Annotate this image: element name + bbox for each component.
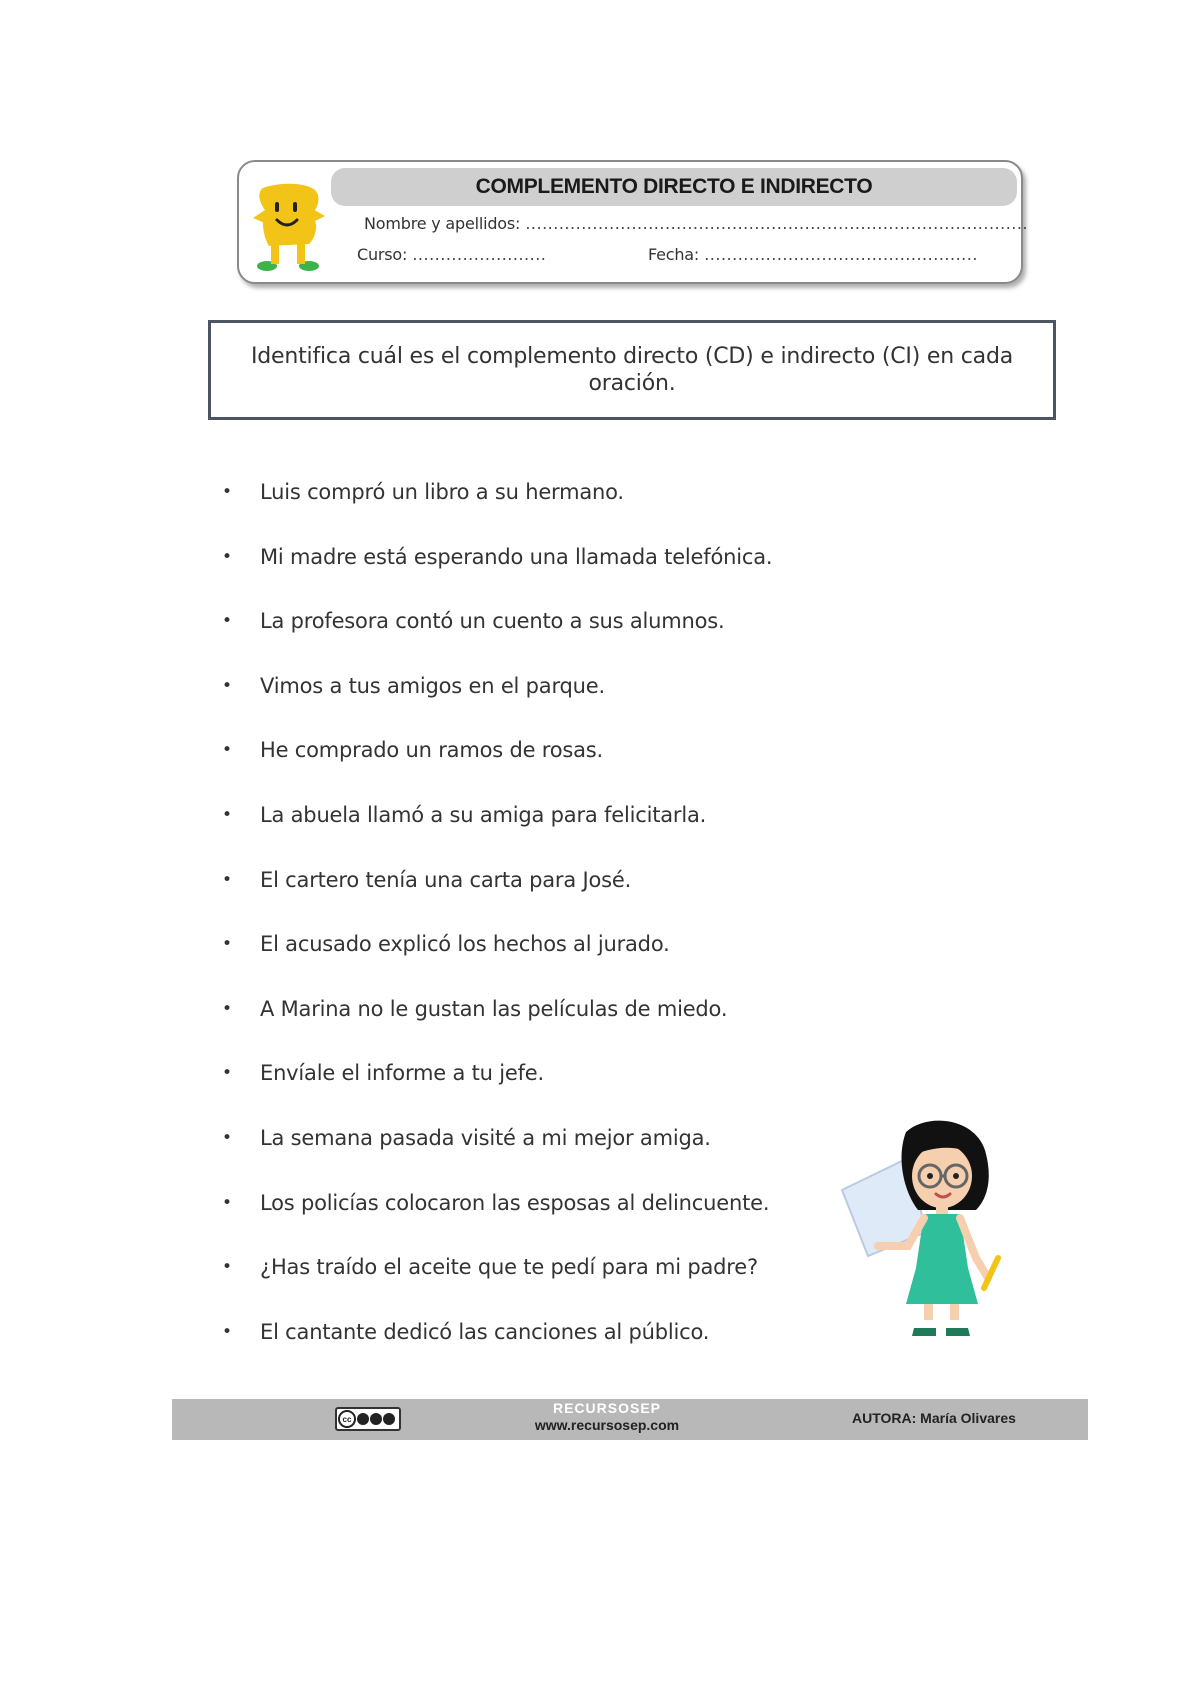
sentence-text: Luis compró un libro a su hermano.	[260, 480, 624, 504]
brand-name: RECURSOSEP	[552, 1400, 662, 1416]
date-label: Fecha:	[648, 245, 700, 264]
list-item	[220, 1253, 772, 1318]
sentence-text: Mi madre está esperando una llamada telefónica.	[260, 544, 773, 569]
worksheet-title: COMPLEMENTO DIRECTO E INDIRECTO	[331, 168, 1017, 206]
bullet-icon: •	[222, 804, 232, 825]
list-item	[220, 478, 772, 543]
sentence-text: El cantante dedicó las canciones al público.	[260, 1319, 710, 1344]
date-field[interactable]	[648, 245, 978, 264]
bullet-icon: •	[222, 740, 232, 761]
list-item	[220, 801, 772, 866]
name-line: ..........................................................................................	[525, 214, 1029, 233]
sentence-text: A Marina no le gustan las películas de miedo.	[260, 996, 728, 1021]
sentence-text: La abuela llamó a su amiga para felicitarla.	[260, 802, 707, 827]
bullet-icon: •	[222, 546, 232, 567]
footer	[172, 1399, 1088, 1440]
list-item	[220, 930, 772, 995]
date-line: .................................................	[704, 245, 978, 264]
sentence-text: He comprado un ramos de rosas.	[260, 738, 604, 763]
worksheet-header	[237, 160, 1029, 284]
sentence-text: ¿Has traído el aceite que te pedí para mi padre?	[260, 1255, 758, 1280]
author-credit: AUTORA: María Olivares	[852, 1410, 1016, 1426]
list-item	[220, 543, 772, 608]
bullet-icon: •	[222, 1257, 232, 1278]
bullet-icon: •	[222, 482, 232, 502]
instruction-text: Identifica cuál es el complemento directo (CD) e indirecto (CI) en cada oración.	[251, 344, 1013, 396]
sentence-text: El acusado explicó los hechos al jurado.	[260, 932, 670, 957]
website-link[interactable]: www.recursosep.com	[534, 1417, 680, 1433]
sentence-text: La profesora contó un cuento a sus alumnos.	[260, 609, 725, 634]
sentence-text: La semana pasada visité a mi mejor amiga.	[260, 1125, 711, 1150]
creative-commons-icon	[335, 1407, 401, 1431]
sentence-text: Envíale el informe a tu jefe.	[260, 1061, 544, 1086]
list-item	[220, 866, 772, 931]
name-label: Nombre y apellidos:	[364, 214, 521, 233]
sentence-text: Los policías colocaron las esposas al delincuente.	[260, 1190, 770, 1215]
list-item	[220, 736, 772, 801]
mascot-r-icon	[249, 180, 329, 272]
sentence-text: El cartero tenía una carta para José.	[260, 867, 632, 892]
list-item	[220, 1189, 772, 1254]
list-item	[220, 1124, 772, 1189]
instruction-box	[208, 320, 1056, 420]
bullet-icon: •	[222, 1192, 232, 1213]
bullet-icon: •	[222, 998, 232, 1019]
course-label: Curso:	[357, 245, 408, 264]
bullet-icon: •	[222, 934, 232, 955]
course-line: ........................	[412, 245, 547, 264]
girl-illustration-icon	[838, 1118, 1018, 1340]
bullet-icon: •	[222, 611, 232, 632]
svg-text:cc: cc	[342, 1415, 352, 1424]
sentence-text: Vimos a tus amigos en el parque.	[260, 673, 605, 698]
list-item	[220, 1059, 772, 1124]
list-item	[220, 672, 772, 737]
list-item	[220, 995, 772, 1060]
list-item	[220, 607, 772, 672]
bullet-icon: •	[222, 1063, 232, 1084]
bullet-icon: •	[222, 869, 232, 890]
bullet-icon: •	[222, 675, 232, 696]
bullet-icon: •	[222, 1127, 232, 1148]
list-item	[220, 1318, 772, 1383]
bullet-icon: •	[222, 1321, 232, 1342]
course-field[interactable]	[357, 245, 546, 264]
name-field[interactable]	[364, 214, 1028, 233]
sentence-list	[220, 478, 772, 1382]
